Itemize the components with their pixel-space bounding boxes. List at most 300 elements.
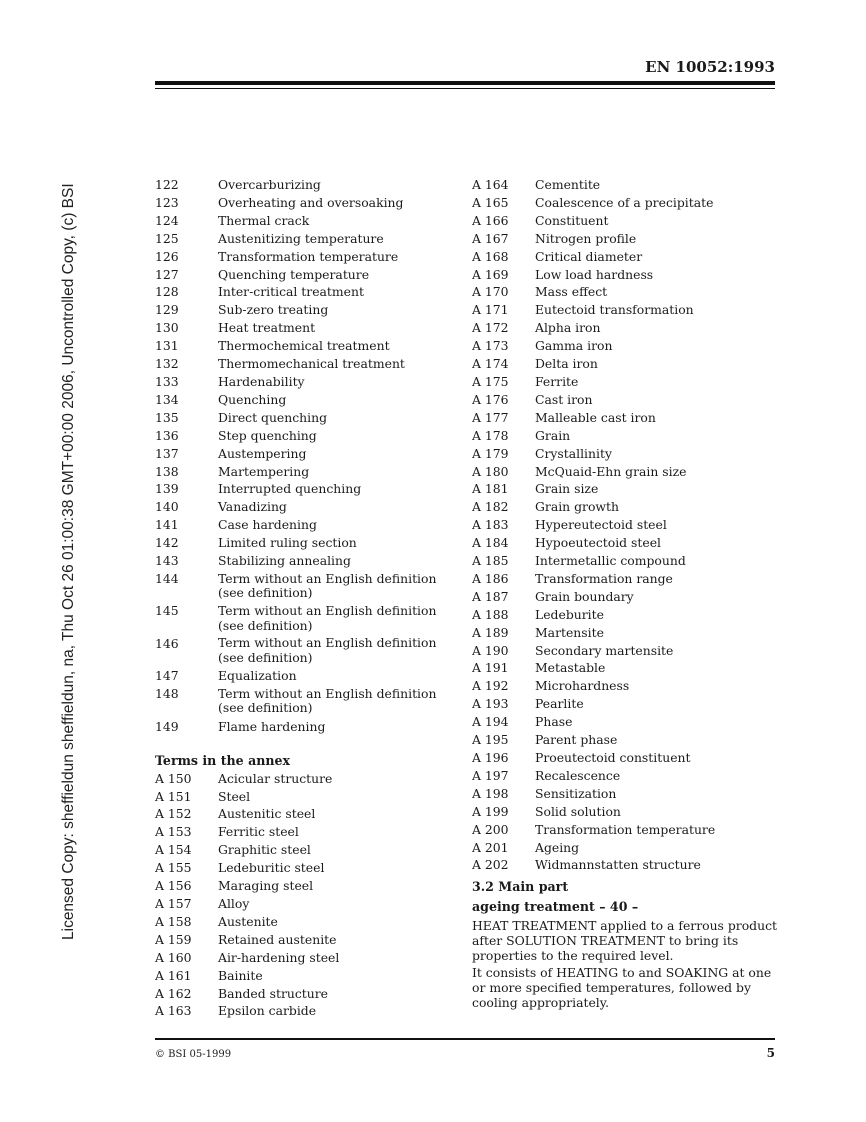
term-entry [155, 445, 445, 463]
term-text: Inter-critical treatment [218, 284, 364, 300]
term-name [535, 266, 782, 284]
term-entry [472, 445, 782, 463]
term-text: Case hardening [218, 517, 317, 533]
term-entry [472, 624, 782, 642]
term-number: A 169 [472, 266, 509, 282]
term-number: A 192 [472, 678, 509, 694]
term-number: A 168 [472, 248, 509, 264]
term-entry [472, 767, 782, 785]
term-name [218, 212, 445, 230]
term-entry [155, 718, 445, 736]
term-text: Solid solution [535, 803, 621, 819]
term-text: Acicular structure [218, 770, 333, 786]
term-number: A 178 [472, 427, 509, 443]
term-name [218, 788, 445, 806]
term-entry [472, 821, 782, 839]
term-text: Direct quenching [218, 409, 328, 425]
term-text: Austenitizing temperature [218, 230, 384, 246]
term-name [535, 283, 782, 301]
term-name [218, 570, 445, 602]
term-text: Austenite [218, 913, 278, 929]
term-text: Term without an English definition [218, 570, 437, 586]
term-name [218, 877, 445, 895]
term-number: A 197 [472, 767, 509, 783]
term-number: 133 [155, 373, 179, 389]
term-entry [155, 570, 445, 602]
term-number: A 153 [155, 824, 192, 840]
term-text: Mass effect [535, 284, 608, 300]
term-name [218, 895, 445, 913]
term-name [535, 642, 782, 660]
term-name [218, 516, 445, 534]
term-text: Ferrite [535, 373, 579, 389]
term-number: A 200 [472, 821, 509, 837]
term-entry [472, 695, 782, 713]
copyright-notice: © BSI 05-1999 [155, 1049, 232, 1060]
term-text: Equalization [218, 668, 297, 684]
term-entry [472, 642, 782, 660]
term-text: Sensitization [535, 785, 617, 801]
term-text: Crystallinity [535, 445, 612, 461]
term-entry [155, 967, 445, 985]
term-name [218, 409, 445, 427]
term-name [218, 667, 445, 685]
term-name [218, 859, 445, 877]
term-text: Hardenability [218, 373, 305, 389]
term-entry [155, 685, 445, 717]
term-note: (see definition) [218, 700, 313, 716]
term-number: A 184 [472, 535, 509, 551]
page-number: 5 [766, 1046, 775, 1060]
term-name [218, 718, 445, 736]
term-name [218, 635, 445, 667]
term-number: 125 [155, 230, 179, 246]
term-number: 124 [155, 212, 179, 228]
term-name [218, 534, 445, 552]
term-entry [155, 931, 445, 949]
section-heading: 3.2 Main part [472, 879, 569, 895]
term-number: A 176 [472, 391, 509, 407]
term-entry [472, 176, 782, 194]
term-name [218, 841, 445, 859]
term-note: (see definition) [218, 585, 313, 601]
term-text: Stabilizing annealing [218, 553, 351, 569]
term-number: A 180 [472, 463, 509, 479]
term-entry [472, 803, 782, 821]
term-entry [155, 635, 445, 667]
term-text: Austenitic steel [218, 806, 316, 822]
term-entry [155, 301, 445, 319]
term-name [218, 985, 445, 1003]
term-entry [472, 534, 782, 552]
term-number: 137 [155, 445, 179, 461]
standard-number: EN 10052:1993 [645, 58, 775, 76]
term-name [535, 839, 782, 857]
term-entry [155, 805, 445, 823]
term-text: Transformation temperature [218, 248, 399, 264]
term-text: Air-hardening steel [218, 949, 340, 965]
term-text: Step quenching [218, 427, 317, 443]
term-name [535, 552, 782, 570]
term-name [218, 266, 445, 284]
term-entry [472, 785, 782, 803]
term-text: Martensite [535, 624, 604, 640]
term-text: Ferritic steel [218, 824, 299, 840]
term-number: A 182 [472, 499, 509, 515]
term-name [218, 283, 445, 301]
term-name [535, 695, 782, 713]
term-entry [155, 391, 445, 409]
term-name [535, 731, 782, 749]
term-number: 130 [155, 320, 179, 336]
term-number: A 160 [155, 949, 192, 965]
term-name [535, 391, 782, 409]
term-name [535, 713, 782, 731]
license-watermark: Licensed Copy: sheffieldun sheffieldun, na, Thu Oct 26 01:00:38 GMT+00:00 2006, Uncontrolled Copy, (c) BSI [60, 183, 77, 940]
term-text: Quenching [218, 391, 287, 407]
term-number: 147 [155, 668, 179, 684]
term-text: Steel [218, 788, 251, 804]
term-text: Delta iron [535, 356, 598, 372]
term-number: A 161 [155, 967, 192, 983]
term-name [218, 445, 445, 463]
term-entry [472, 570, 782, 588]
term-name [535, 248, 782, 266]
term-entry [155, 463, 445, 481]
term-text: Cementite [535, 177, 601, 192]
term-text: Alpha iron [535, 320, 601, 336]
term-number: A 189 [472, 624, 509, 640]
term-number: A 166 [472, 212, 509, 228]
term-text: Parent phase [535, 732, 618, 748]
term-name [218, 770, 445, 788]
term-text: Coalescence of a precipitate [535, 194, 714, 210]
term-entry [472, 373, 782, 391]
term-entry [155, 770, 445, 788]
term-entry [155, 427, 445, 445]
term-name [218, 913, 445, 931]
term-text: Interrupted quenching [218, 481, 362, 497]
term-name [535, 856, 782, 874]
term-entry [472, 266, 782, 284]
term-name [218, 1002, 445, 1020]
term-entry [155, 667, 445, 685]
term-entry [155, 552, 445, 570]
term-name [535, 803, 782, 821]
term-number: A 183 [472, 517, 509, 533]
term-number: 122 [155, 177, 179, 192]
term-text: Graphitic steel [218, 842, 311, 858]
term-name [218, 685, 445, 717]
term-text: Grain size [535, 481, 599, 497]
term-entry [472, 839, 782, 857]
term-number: 135 [155, 409, 179, 425]
term-text: Maraging steel [218, 878, 314, 894]
term-text: Sub-zero treating [218, 302, 329, 318]
term-entry [472, 856, 782, 874]
term-number: A 174 [472, 356, 509, 372]
term-text: Gamma iron [535, 338, 613, 354]
term-name [535, 355, 782, 373]
term-entry [472, 283, 782, 301]
term-number: 131 [155, 338, 179, 354]
term-number: A 196 [472, 750, 509, 765]
term-number: A 186 [472, 570, 509, 586]
term-name [218, 176, 445, 194]
term-number: A 188 [472, 606, 509, 622]
term-entry [155, 602, 445, 634]
term-name [218, 967, 445, 985]
term-text: Thermomechanical treatment [218, 356, 405, 372]
term-entry [155, 283, 445, 301]
term-entry [155, 230, 445, 248]
term-note: (see definition) [218, 617, 313, 633]
term-name [535, 677, 782, 695]
term-entry [155, 1002, 445, 1020]
term-text: Transformation temperature [535, 821, 716, 837]
term-text: Grain [535, 427, 571, 443]
term-name [218, 823, 445, 841]
term-text: Eutectoid transformation [535, 302, 694, 318]
term-entry [472, 212, 782, 230]
term-list-annex-continued [472, 176, 782, 874]
term-entry [472, 713, 782, 731]
term-entry [155, 788, 445, 806]
term-name [218, 480, 445, 498]
term-text: Intermetallic compound [535, 553, 686, 569]
term-number: A 159 [155, 931, 192, 947]
term-number: A 157 [155, 895, 192, 911]
term-text: Transformation range [535, 570, 673, 586]
term-text: Alloy [218, 895, 250, 911]
term-name [535, 534, 782, 552]
term-number: A 165 [472, 194, 509, 210]
term-name [535, 606, 782, 624]
term-text: Widmannstatten structure [535, 857, 701, 873]
term-name [535, 588, 782, 606]
term-text: Vanadizing [218, 499, 287, 515]
term-number: A 154 [155, 842, 192, 858]
header-rule-thin [155, 88, 775, 89]
term-number: 138 [155, 463, 179, 479]
term-name [535, 659, 782, 677]
term-number: A 191 [472, 660, 509, 676]
term-name [218, 931, 445, 949]
term-entry [155, 534, 445, 552]
term-name [218, 805, 445, 823]
term-text: Thermochemical treatment [218, 338, 390, 354]
term-entry [155, 516, 445, 534]
term-number: A 195 [472, 732, 509, 748]
term-number: A 199 [472, 803, 509, 819]
term-number: A 155 [155, 860, 192, 876]
term-note: (see definition) [218, 650, 313, 666]
term-name [218, 194, 445, 212]
right-column [472, 176, 782, 1010]
term-number: 144 [155, 570, 179, 586]
term-name [218, 552, 445, 570]
term-name [535, 230, 782, 248]
term-text: Thermal crack [218, 212, 310, 228]
term-entry [155, 985, 445, 1003]
term-text: Metastable [535, 660, 606, 676]
term-name [218, 248, 445, 266]
term-number: 127 [155, 266, 179, 282]
term-number: A 194 [472, 714, 509, 730]
left-column [155, 176, 445, 1020]
term-name [535, 821, 782, 839]
term-number: A 198 [472, 785, 509, 801]
term-number: A 185 [472, 553, 509, 569]
term-entry [472, 606, 782, 624]
term-number: A 163 [155, 1003, 192, 1019]
term-entry [472, 677, 782, 695]
term-text: Limited ruling section [218, 535, 357, 551]
term-entry [472, 301, 782, 319]
term-number: A 151 [155, 788, 192, 804]
term-name [218, 373, 445, 391]
term-entry [155, 319, 445, 337]
term-number: A 187 [472, 588, 509, 604]
annex-heading: Terms in the annex [155, 752, 291, 768]
term-name [218, 391, 445, 409]
term-name [218, 301, 445, 319]
term-number: A 152 [155, 806, 192, 822]
term-entry [472, 194, 782, 212]
term-name [535, 301, 782, 319]
term-text: Pearlite [535, 696, 584, 712]
term-name [218, 355, 445, 373]
term-entry [472, 355, 782, 373]
term-text: McQuaid-Ehn grain size [535, 463, 687, 479]
term-name [218, 230, 445, 248]
term-entry [155, 841, 445, 859]
term-number: 141 [155, 517, 179, 533]
term-entry [155, 949, 445, 967]
term-text: Banded structure [218, 985, 329, 1001]
term-text: Austempering [218, 445, 307, 461]
term-entry [472, 409, 782, 427]
term-entry [472, 552, 782, 570]
term-number: A 150 [155, 770, 192, 786]
term-number: 143 [155, 553, 179, 569]
term-name [535, 445, 782, 463]
term-number: 136 [155, 427, 179, 443]
term-text: Microhardness [535, 678, 630, 694]
term-entry [155, 823, 445, 841]
term-name [535, 176, 782, 194]
term-number: A 181 [472, 481, 509, 497]
term-name [535, 409, 782, 427]
term-entry [472, 516, 782, 534]
term-number: A 164 [472, 177, 509, 192]
term-entry [472, 319, 782, 337]
term-entry [155, 913, 445, 931]
term-name [535, 767, 782, 785]
term-number: A 162 [155, 985, 192, 1001]
term-text: Ageing [535, 839, 580, 855]
term-name [535, 749, 782, 767]
term-name [218, 337, 445, 355]
term-text: Ledeburite [535, 606, 604, 622]
term-text: Recalescence [535, 767, 621, 783]
term-text: Epsilon carbide [218, 1003, 317, 1019]
term-entry [472, 659, 782, 677]
term-number: 128 [155, 284, 179, 300]
term-entry [155, 480, 445, 498]
term-entry [472, 230, 782, 248]
term-number: A 193 [472, 696, 509, 712]
term-name [218, 602, 445, 634]
term-entry [472, 480, 782, 498]
term-number: A 170 [472, 284, 509, 300]
term-text: Bainite [218, 967, 263, 983]
term-text: Proeutectoid constituent [535, 750, 691, 765]
definition-paragraph: It consists of HEATING to and SOAKING at one or more specified temperatures, followed by cooling appropriately. [472, 965, 772, 1011]
term-name [535, 463, 782, 481]
term-name [218, 427, 445, 445]
term-entry [155, 373, 445, 391]
term-number: A 173 [472, 338, 509, 354]
term-text: Overheating and oversoaking [218, 194, 404, 210]
term-number: A 179 [472, 445, 509, 461]
term-text: Hypoeutectoid steel [535, 535, 661, 551]
term-text: Term without an English definition [218, 603, 437, 618]
term-number: A 201 [472, 839, 509, 855]
term-name [535, 194, 782, 212]
term-text: Hypereutectoid steel [535, 517, 667, 533]
term-text: Overcarburizing [218, 177, 321, 192]
term-entry [155, 355, 445, 373]
footer-rule [155, 1038, 775, 1040]
term-number: 145 [155, 603, 179, 619]
term-text: Flame hardening [218, 718, 326, 734]
term-number: 148 [155, 686, 179, 702]
term-name [535, 498, 782, 516]
term-text: Phase [535, 714, 573, 730]
term-name [218, 319, 445, 337]
header-rule-thick [155, 81, 775, 85]
term-number: 134 [155, 391, 179, 407]
term-number: 142 [155, 535, 179, 551]
term-number: A 158 [155, 913, 192, 929]
term-entry [472, 749, 782, 767]
term-number: A 190 [472, 642, 509, 658]
term-entry [155, 859, 445, 877]
term-number: A 202 [472, 857, 509, 873]
term-name [535, 319, 782, 337]
term-number: A 167 [472, 230, 509, 246]
term-number: A 177 [472, 409, 509, 425]
term-number: 126 [155, 248, 179, 264]
term-text: Grain growth [535, 499, 619, 515]
term-number: A 175 [472, 373, 509, 389]
term-list-annex [155, 770, 445, 1021]
term-number: A 172 [472, 320, 509, 336]
term-text: Quenching temperature [218, 266, 370, 282]
term-entry [155, 877, 445, 895]
term-number: A 156 [155, 878, 192, 894]
term-number: 123 [155, 194, 179, 210]
term-text: Grain boundary [535, 588, 634, 604]
term-entry [155, 895, 445, 913]
term-name [535, 337, 782, 355]
term-number: 132 [155, 356, 179, 372]
term-name [535, 427, 782, 445]
term-entry [155, 266, 445, 284]
term-entry [155, 409, 445, 427]
term-entry [472, 588, 782, 606]
